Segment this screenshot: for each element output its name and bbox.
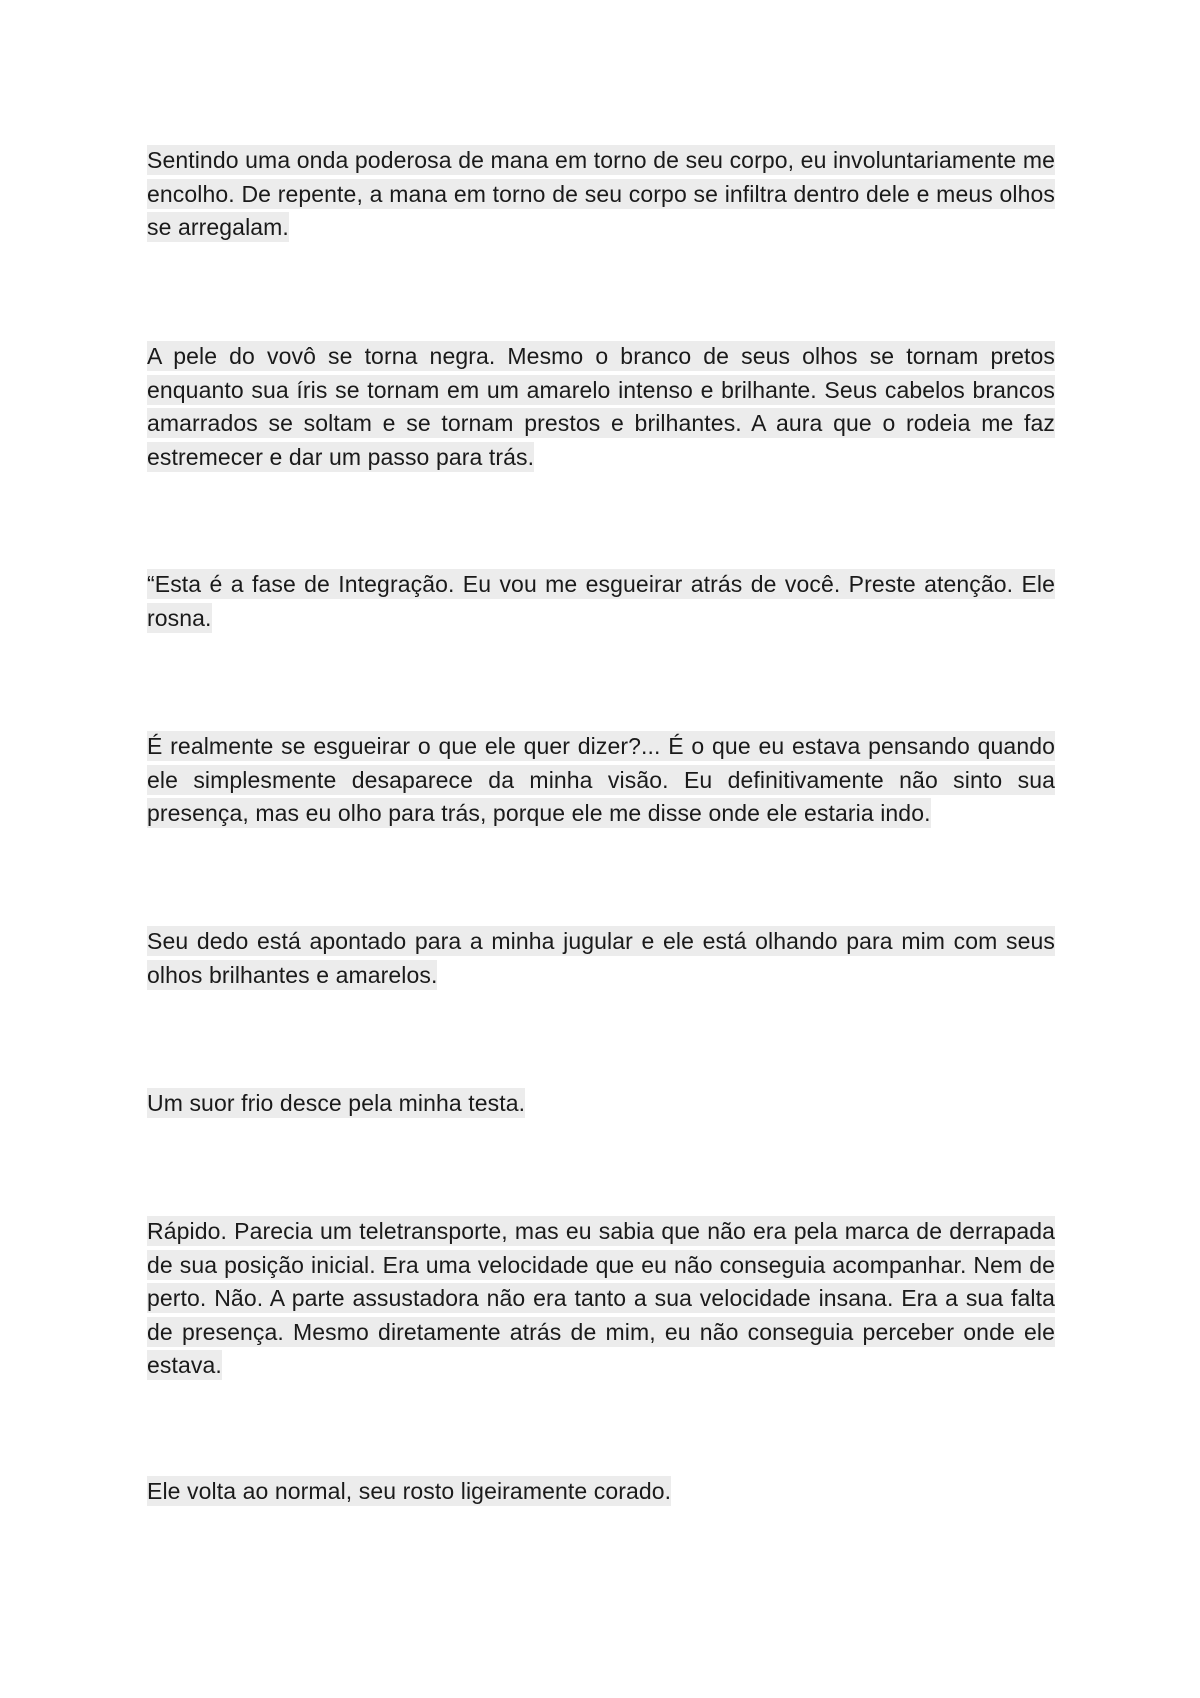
paragraph-6 bbox=[147, 1087, 1055, 1121]
paragraph-8 bbox=[147, 1475, 1055, 1509]
paragraph-7 bbox=[147, 1215, 1055, 1383]
paragraph-5-text: Seu dedo está apontado para a minha jugular e ele está olhando para mim com seus olhos brilhantes e amarelos. bbox=[147, 928, 1055, 988]
paragraph-4 bbox=[147, 730, 1055, 831]
paragraph-8-text: Ele volta ao normal, seu rosto ligeiramente corado. bbox=[147, 1478, 672, 1504]
paragraph-6-text: Um suor frio desce pela minha testa. bbox=[147, 1090, 526, 1116]
paragraph-2 bbox=[147, 340, 1055, 474]
paragraph-2-text: A pele do vovô se torna negra. Mesmo o branco de seus olhos se tornam pretos enquanto sua íris se tornam em um amarelo intenso e brilhante. Seus cabelos brancos amarrados se soltam e se tornam prestos e brilhantes. A aura que o rodeia me faz estremecer e dar um passo para trás. bbox=[147, 343, 1055, 470]
paragraph-5 bbox=[147, 925, 1055, 992]
paragraph-3 bbox=[147, 568, 1055, 635]
paragraph-7-text: Rápido. Parecia um teletransporte, mas eu sabia que não era pela marca de derrapada de sua posição inicial. Era uma velocidade que eu não conseguia acompanhar. Nem de perto. Não. A parte assustadora não era tanto a sua velocidade insana. Era a sua falta de presença. Mesmo diretamente atrás de mim, eu não conseguia perceber onde ele estava. bbox=[147, 1218, 1055, 1378]
paragraph-1 bbox=[147, 144, 1055, 245]
paragraph-3-text: “Esta é a fase de Integração. Eu vou me esgueirar atrás de você. Preste atenção. Ele rosna. bbox=[147, 571, 1055, 631]
paragraph-4-text: É realmente se esgueirar o que ele quer dizer?... É o que eu estava pensando quando ele simplesmente desaparece da minha visão. Eu definitivamente não sinto sua presença, mas eu olho para trás, porque ele me disse onde ele estaria indo. bbox=[147, 733, 1055, 826]
paragraph-1-text: Sentindo uma onda poderosa de mana em torno de seu corpo, eu involuntariamente me encolho. De repente, a mana em torno de seu corpo se infiltra dentro dele e meus olhos se arregalam. bbox=[147, 147, 1055, 240]
